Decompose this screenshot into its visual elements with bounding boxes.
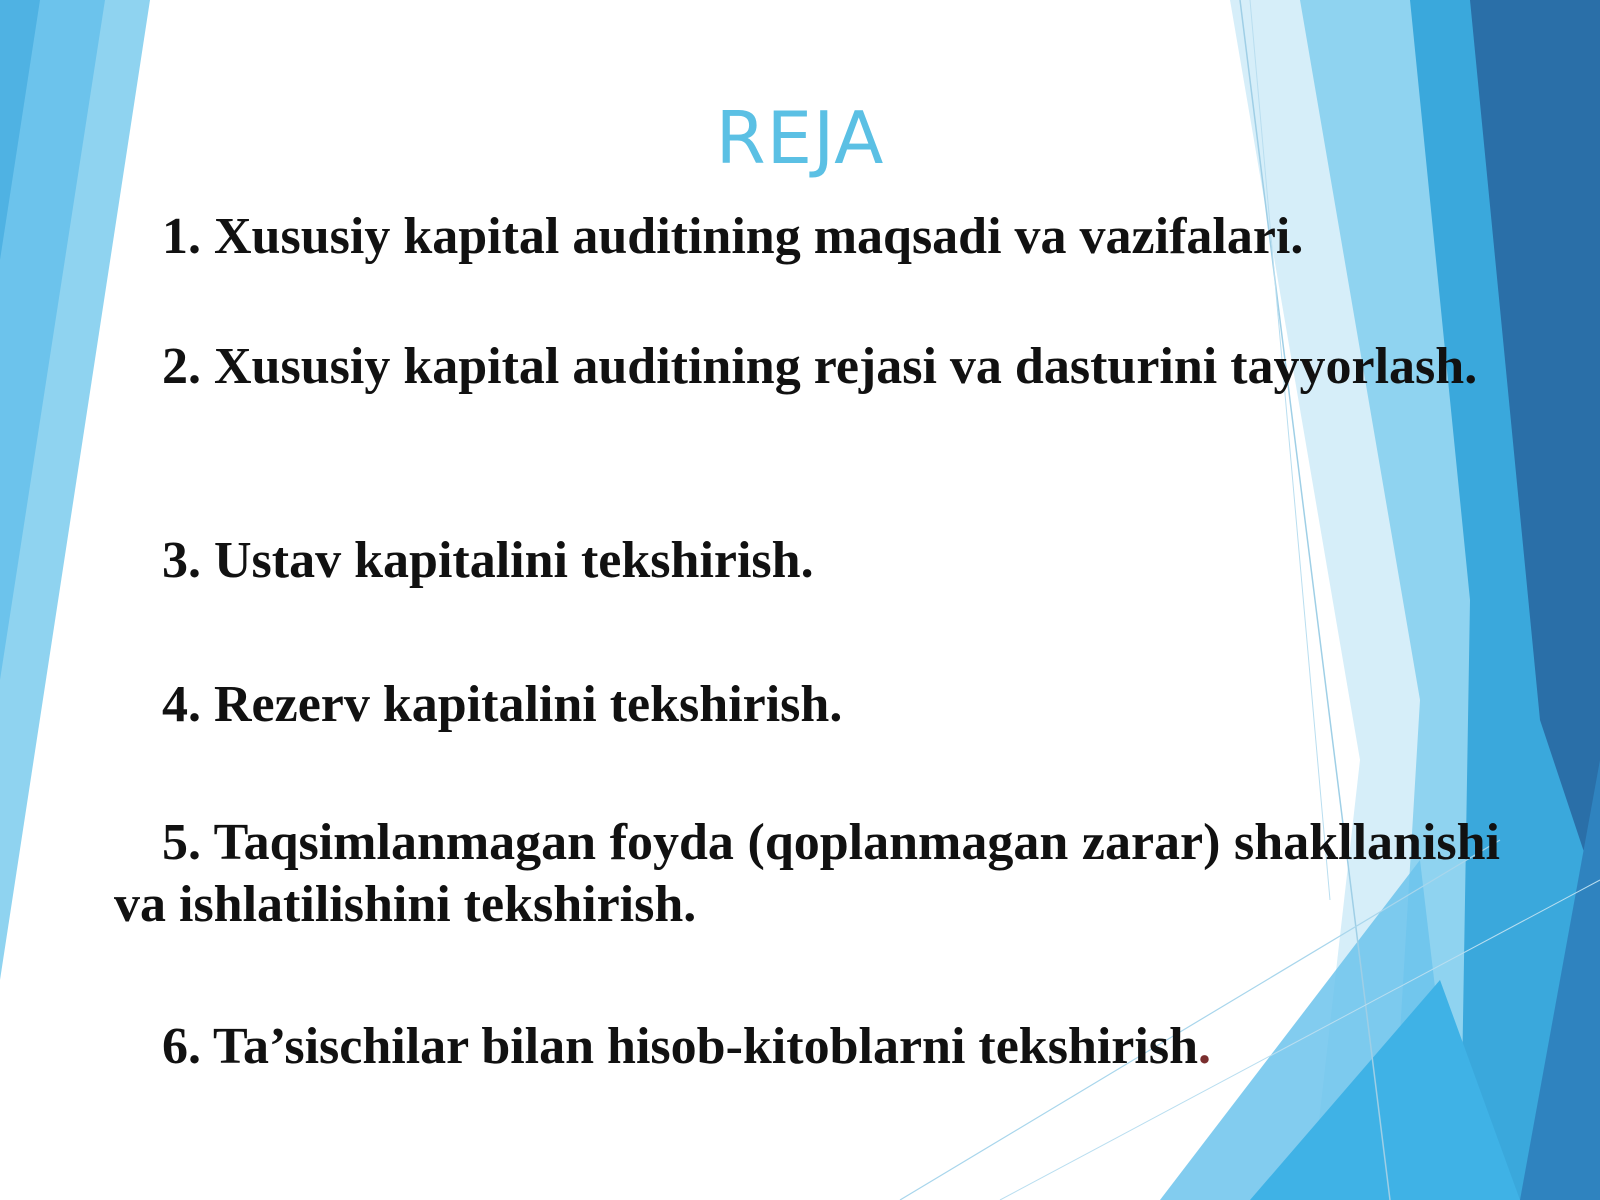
plan-item-1: 1. Xususiy kapital auditining maqsadi va vazifalari. — [162, 208, 1304, 265]
plan-item-5: 5. Taqsimlanmagan foyda (qoplanmagan zarar) shakllanishi va ishlatilishini tekshirish. — [114, 814, 1500, 933]
plan-item-4: 4. Rezerv kapitalini tekshirish. — [162, 676, 843, 733]
plan-item-3: 3. Ustav kapitalini tekshirish. — [162, 532, 814, 589]
plan-item-6-text: 6. Ta’sischilar bilan hisob-kitoblarni tekshirish — [162, 1018, 1198, 1075]
plan-item-2: 2. Xususiy kapital auditining rejasi va dasturini tayyorlash. — [162, 338, 1478, 395]
plan-item-6-period: . — [1198, 1018, 1211, 1075]
plan-item-6 — [114, 1016, 1500, 1078]
slide-title: REJA — [715, 96, 885, 180]
